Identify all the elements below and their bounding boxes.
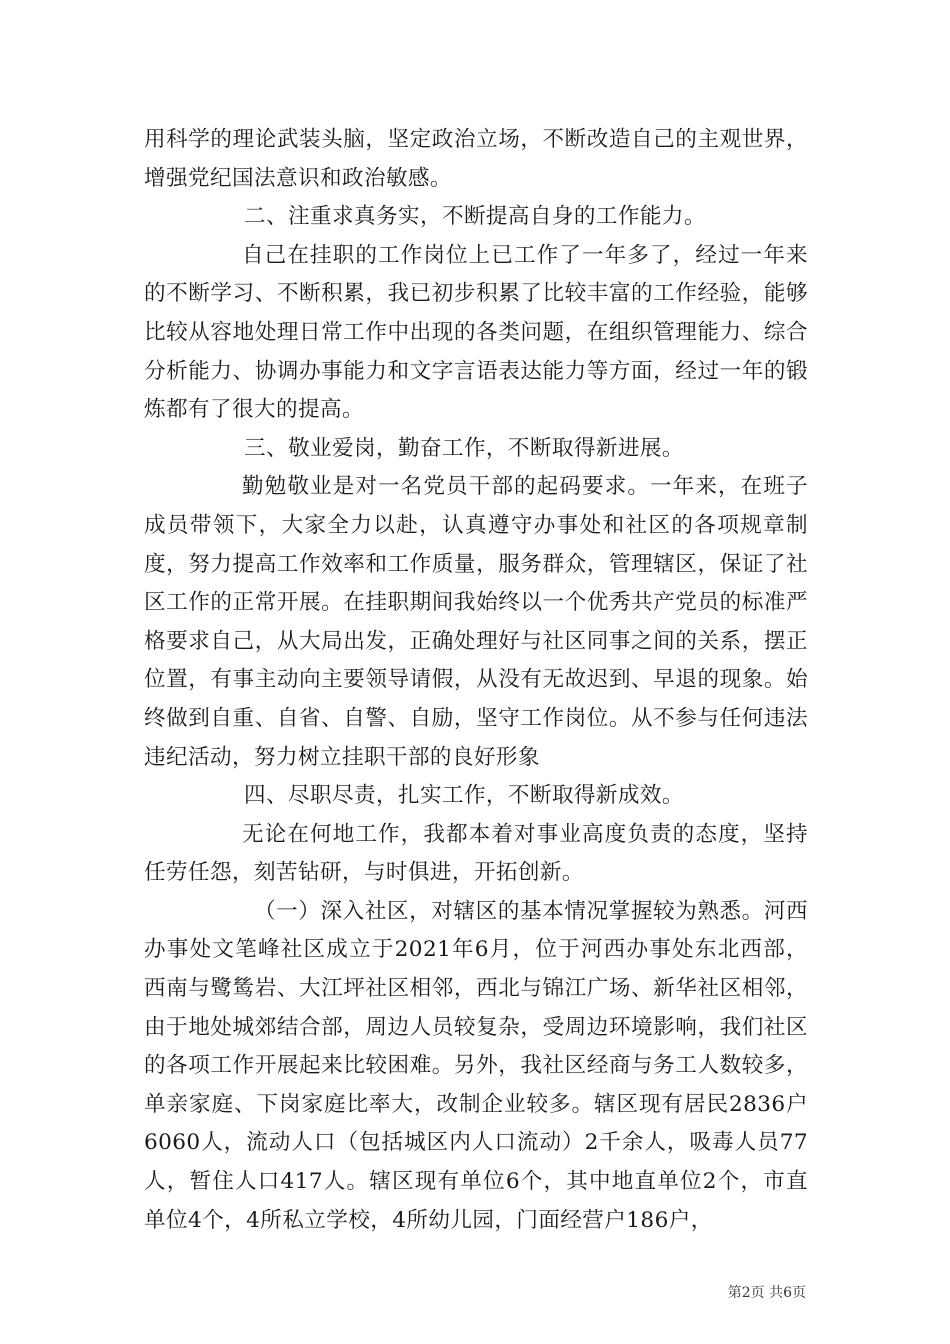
document-page bbox=[144, 121, 808, 1240]
paragraph-dedication: 勤勉敬业是对一名党员干部的起码要求。一年来，在班子成员带领下，大家全力以赴，认真遵守办事处和社区的各项规章制度，努力提高工作效率和工作质量，服务群众，管理辖区，保证了社区工作的正常开展。在挂职期间我始终以一个优秀共产党员的标准严格要求自己，从大局出发，正确处理好与社区同事之间的关系，摆正位置，有事主动向主要领导请假，从没有无故迟到、早退的现象。始终做到自重、自省、自警、自励，坚守工作岗位。从不参与任何违法违纪活动，努力树立挂职干部的良好形象 bbox=[144, 474, 808, 770]
paragraph-responsibility: 无论在何地工作，我都本着对事业高度负责的态度，坚持任劳任怨，刻苦钻研，与时俱进，开拓创新。 bbox=[144, 821, 808, 886]
section-heading-2: 二、注重求真务实，不断提高自身的工作能力。 bbox=[244, 204, 706, 230]
paragraph-community-overview: （一）深入社区，对辖区的基本情况掌握较为熟悉。河西办事处文笔峰社区成立于2021年6月，位于河西办事处东北西部，西南与鹭鸶岩、大江坪社区相邻，西北与锦江广场、新华社区相邻，由于地处城郊结合部，周边人员较复杂，受周边环境影响，我们社区的各项工作开展起来比较困难。另外，我社区经商与务工人数较多，单亲家庭、下岗家庭比率大，改制企业较多。辖区现有居民2836户6060人，流动人口（包括城区内人口流动）2千余人，吸毒人员77人，暂住人口417人。辖区现有单位6个，其中地直单位2个，市直单位4个，4所私立学校，4所幼儿园，门面经营户186户， bbox=[144, 898, 808, 1233]
section-heading-3: 三、敬业爱岗，勤奋工作，不断取得新进展。 bbox=[244, 435, 684, 461]
paragraph-work-ability: 自己在挂职的工作岗位上已工作了一年多了，经过一年来的不断学习、不断积累，我已初步积累了比较丰富的工作经验，能够比较从容地处理日常工作中出现的各类问题，在组织管理能力、综合分析能力、协调办事能力和文字言语表达能力等方面，经过一年的锻炼都有了很大的提高。 bbox=[144, 242, 808, 423]
section-heading-4: 四、尽职尽责，扎实工作，不断取得新成效。 bbox=[244, 783, 684, 809]
page-number: 第2页 共6页 bbox=[727, 1285, 806, 1301]
paragraph-continuation: 用科学的理论武装头脑，坚定政治立场，不断改造自己的主观世界，增强党纪国法意识和政治敏感。 bbox=[144, 127, 808, 191]
